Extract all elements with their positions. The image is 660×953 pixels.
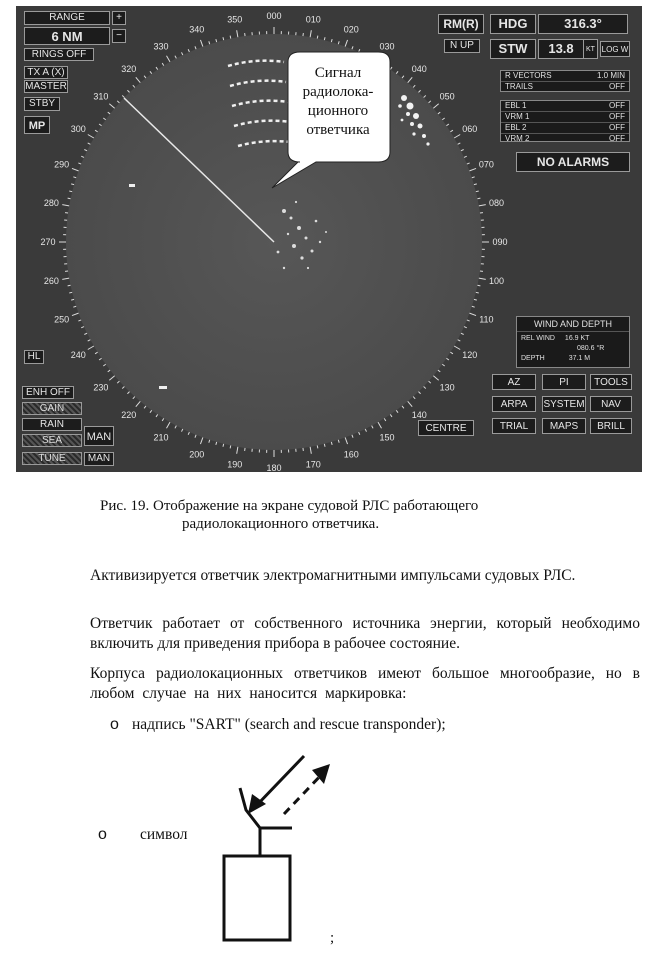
bearing-tick [200,40,202,47]
bearing-tick [182,429,183,432]
transponder-body [224,856,290,940]
bearing-tick [99,124,101,126]
hdg-label: HDG [490,14,536,34]
bearing-label: 150 [379,432,395,443]
bearing-tick [230,445,231,448]
bearing-tick [78,163,81,164]
bearing-tick [378,422,382,428]
bearing-tick [95,130,98,132]
bearing-label: 170 [305,459,321,470]
bearing-tick [73,306,76,307]
bearing-tick [433,376,438,380]
bearing-tick [109,104,114,108]
log-button[interactable]: LOG W [600,41,630,57]
bearing-tick [150,71,152,73]
system-button[interactable]: SYSTEM [542,396,586,412]
man-tune-button[interactable]: MAN [84,452,114,466]
stw-unit: KT [584,39,598,59]
master-button[interactable]: MASTER [25,81,67,92]
range-plus-button[interactable]: + [112,11,126,25]
bearing-tick [408,77,412,82]
bearing-tick [479,278,486,279]
ebl-vrm-panel [500,100,630,142]
bearing-label: 040 [411,63,427,74]
r-vectors-value[interactable]: 1.0 MIN [596,71,625,80]
bearing-label: 060 [462,124,478,134]
bearing-tick [69,191,72,192]
bearing-tick [317,445,318,448]
bearing-tick [454,135,460,139]
bearing-label: 130 [439,382,455,393]
gain-slider[interactable]: GAIN [22,402,82,415]
bearing-tick [127,90,129,92]
bearing-tick [156,414,158,416]
bearing-tick [454,346,460,350]
bearing-tick [450,352,453,354]
bearing-tick [413,85,415,87]
r-vectors-label: R VECTORS [505,71,552,80]
bearing-tick [127,392,129,394]
bearing-label: 070 [478,159,494,170]
bearing-label: 310 [93,91,109,102]
tools-button[interactable]: TOOLS [590,374,632,390]
bearing-tick [144,76,146,78]
bearing-tick [461,150,464,151]
wind-depth-title: WIND AND DEPTH [517,317,629,332]
bearing-label: 280 [43,197,59,208]
bearing-label: 250 [54,314,70,325]
bearing-tick [390,67,392,69]
brill-button[interactable]: BRILL [590,418,632,434]
bearing-tick [230,36,231,39]
bearing-tick [396,410,398,412]
paragraph-3: Корпуса радиолокационных ответчиков имеют большое многообразие, но в любом случае на них наносится маркировка: [90,665,640,702]
bearing-tick [474,299,477,300]
bearing-tick [433,104,438,108]
enh-off-button[interactable]: ENH OFF [22,386,74,399]
bearing-tick [324,444,325,447]
trails-value[interactable]: OFF [609,82,625,91]
bearing-tick [310,447,311,454]
paragraph-1: Активизируется ответчик электромагнитными импульсами судовых РЛС. [90,567,576,584]
bearing-tick [167,422,171,428]
bearing-tick [109,376,114,380]
vrm2-label: VRM 2 [505,134,530,143]
bearing-tick [195,435,196,438]
bearing-tick [458,340,461,341]
bearing-tick [108,112,110,114]
bearing-label: 200 [189,449,205,460]
bearing-tick [402,76,404,78]
callout-text: Сигнал радиолока-ционного ответчика [302,65,374,138]
stby-button[interactable]: STBY [24,97,60,111]
bearing-label: 210 [153,432,169,443]
bearing-tick [476,191,479,192]
bearing-tick [162,63,164,66]
list-marker: o [98,826,107,843]
bearing-tick [331,442,332,445]
bearing-tick [88,135,94,139]
bearing-tick [71,184,74,185]
bearing-tick [467,320,470,321]
bearing-tick [103,118,105,120]
mp-button[interactable]: MP [24,116,50,134]
bearing-tick [352,435,353,438]
bearing-label: 160 [343,449,359,460]
bearing-label: 100 [489,276,505,287]
bearing-tick [390,414,392,416]
bearing-tick [474,184,477,185]
bearing-tick [310,30,311,37]
bearing-tick [195,46,196,49]
bearing-tick [477,198,480,199]
bearing-tick [99,358,101,360]
bearing-tick [117,101,119,103]
bearing-label: 110 [479,314,494,325]
bearing-tick [73,177,76,178]
bearing-tick [117,381,119,383]
bearing-tick [338,41,339,44]
radar-screenshot [16,6,642,472]
rel-wind-label: REL WIND [521,335,555,342]
bearing-tick [209,440,210,443]
bearing-tick [216,442,217,445]
centre-button[interactable]: CENTRE [418,420,474,436]
caption-line-2: радиолокационного ответчика. [182,516,380,532]
trial-button[interactable]: TRIAL [492,418,536,434]
bearing-tick [429,381,431,383]
bearing-label: 030 [379,41,395,52]
bearing-tick [68,198,71,199]
bearing-label: 320 [121,63,137,74]
trailing-punctuation: ; [330,930,335,946]
bearing-tick [317,36,318,39]
bearing-label: 220 [121,410,137,421]
bearing-tick [136,401,140,406]
target-echo [159,386,167,389]
man-sea-button[interactable]: MAN [84,426,114,446]
bearing-tick [237,447,238,454]
bearing-tick [442,364,444,366]
depth-value: 37.1 [568,355,583,362]
orientation-button[interactable]: N UP [444,39,480,53]
target-echo [129,184,135,187]
vectors-panel [500,70,630,92]
bearing-tick [108,370,110,372]
bearing-tick [467,163,470,164]
bearing-tick [144,406,146,408]
bearing-tick [345,40,347,47]
bearing-tick [424,386,426,388]
bearing-tick [438,112,440,114]
bearing-label: 020 [343,24,359,35]
caption-line-1: Рис. 19. Отображение на экране судовой РЛС работающего [100,498,479,514]
bearing-tick [88,143,91,144]
bearing-tick [62,205,69,206]
bearing-tick [450,130,453,132]
wind-depth-panel [516,316,630,368]
bearing-tick [216,39,217,42]
bearing-tick [402,406,404,408]
bearing-tick [438,370,440,372]
trails-label: TRAILS [505,82,534,91]
bearing-label: 330 [153,41,169,52]
bearing-tick [103,364,105,366]
bearing-label: 010 [305,14,321,25]
bearing-tick [413,397,415,399]
bearing-tick [182,52,183,55]
bearing-tick [81,327,84,328]
rings-off-button[interactable]: RINGS OFF [24,48,94,61]
vrm1-label: VRM 1 [505,112,530,121]
rel-wind-unit: KT [580,335,590,342]
bearing-tick [359,432,360,435]
bearing-tick [352,46,353,49]
bearing-tick [68,285,71,286]
bearing-tick [476,292,479,293]
bearing-label: 190 [227,459,243,470]
bearing-tick [156,67,158,69]
list-item-sart: надпись "SART" (search and rescue transponder); [132,716,446,733]
list-item-symbol: символ [140,826,188,843]
bearing-tick [200,437,202,444]
stw-value: 13.8 [538,39,584,59]
bearing-label: 050 [439,91,455,102]
bearing-tick [418,392,420,394]
bearing-tick [69,292,72,293]
bearing-label: 240 [70,350,86,360]
bearing-tick [72,313,79,315]
rel-wind-value: 16.9 [564,335,579,342]
bearing-tick [446,124,448,126]
bearing-label: 300 [70,124,86,134]
bearing-tick [469,168,476,170]
bearing-tick [95,352,98,354]
bearing-tick [479,205,486,206]
bearing-label: 340 [189,24,205,35]
bearing-tick [461,333,464,334]
bearing-tick [88,346,94,350]
bearing-label: 000 [266,11,282,21]
ebl1-label: EBL 1 [505,101,527,110]
bearing-tick [477,285,480,286]
bearing-tick [223,444,224,447]
bearing-tick [345,437,347,444]
bearing-tick [396,71,398,73]
vrm1-value[interactable]: OFF [609,112,625,121]
bearing-tick [365,429,366,432]
range-value: 6 NM [24,27,110,45]
hdg-value: 316.3° [538,14,628,34]
list-marker: o [110,716,119,733]
bearing-tick [429,101,431,103]
bearing-tick [122,95,124,97]
bearing-tick [188,49,189,52]
bearing-tick [162,418,164,421]
bearing-tick [464,156,467,157]
bearing-tick [472,306,475,307]
bearing-tick [338,440,339,443]
bearing-tick [464,327,467,328]
motion-mode-button[interactable]: RM(R) [438,14,484,34]
range-minus-button[interactable]: − [112,29,126,43]
pi-button[interactable]: PI [542,374,586,390]
bearing-tick [62,278,69,279]
stw-label: STW [490,39,536,59]
bearing-tick [175,56,176,59]
depth-unit: M [584,355,591,362]
bearing-tick [372,426,373,429]
bearing-tick [446,358,448,360]
bearing-tick [84,150,87,151]
bearing-tick [324,37,325,40]
sart-symbol [200,752,340,948]
bearing-tick [84,333,87,334]
bearing-label: 260 [43,276,59,287]
bearing-label: 080 [489,197,505,208]
outgoing-arrow-shaft [284,772,324,814]
bearing-tick [78,320,81,321]
bearing-tick [472,177,475,178]
bearing-label: 290 [54,159,70,170]
tune-slider[interactable]: TUNE [22,452,82,465]
sea-slider[interactable]: SEA [22,434,82,447]
rel-wind-dir-unit: °R [596,345,605,352]
tx-button[interactable]: TX A (X) [24,66,68,79]
bearing-tick [408,401,412,406]
bearing-tick [72,168,79,170]
bearing-label: 350 [227,14,243,25]
az-button[interactable]: AZ [492,374,536,390]
bearing-tick [81,156,84,157]
bearing-tick [418,90,420,92]
bearing-tick [167,56,171,62]
bearing-label: 090 [492,237,508,247]
bearing-tick [71,299,74,300]
vrm2-value[interactable]: OFF [609,134,625,143]
bearing-tick [88,340,91,341]
maps-button[interactable]: MAPS [542,418,586,434]
bearing-tick [209,41,210,44]
nav-button[interactable]: NAV [590,396,632,412]
ebl2-label: EBL 2 [505,123,527,132]
bearing-tick [223,37,224,40]
rain-slider[interactable]: RAIN [22,418,82,431]
figure-caption [100,497,600,516]
bearing-tick [442,118,444,120]
bearing-tick [188,432,189,435]
bearing-tick [331,39,332,42]
bearing-tick [136,77,140,82]
bearing-tick [458,143,461,144]
rel-wind-dir: 080.6 [577,345,595,352]
ebl2-value[interactable]: OFF [609,123,625,132]
bearing-label: 230 [93,382,109,393]
bearing-tick [469,313,476,315]
bearing-tick [150,410,152,412]
bearing-label: 140 [411,410,427,421]
paragraph-2: Ответчик работает от собственного источника энергии, который необходимо включить для приведения прибора в рабочее состояние. [90,615,640,652]
bearing-tick [122,386,124,388]
alarms-status: NO ALARMS [516,152,630,172]
arpa-button[interactable]: ARPA [492,396,536,412]
bearing-tick [133,397,135,399]
ebl1-value[interactable]: OFF [609,101,625,110]
bearing-label: 180 [266,463,282,472]
bearing-tick [424,95,426,97]
bearing-label: 120 [462,350,478,360]
depth-label: DEPTH [521,355,545,362]
bearing-tick [133,85,135,87]
hl-button[interactable]: HL [24,350,44,364]
bearing-label: 270 [40,237,56,247]
range-label: RANGE [24,11,110,25]
bearing-tick [384,418,386,421]
bearing-tick [237,30,238,37]
bearing-tick [175,426,176,429]
